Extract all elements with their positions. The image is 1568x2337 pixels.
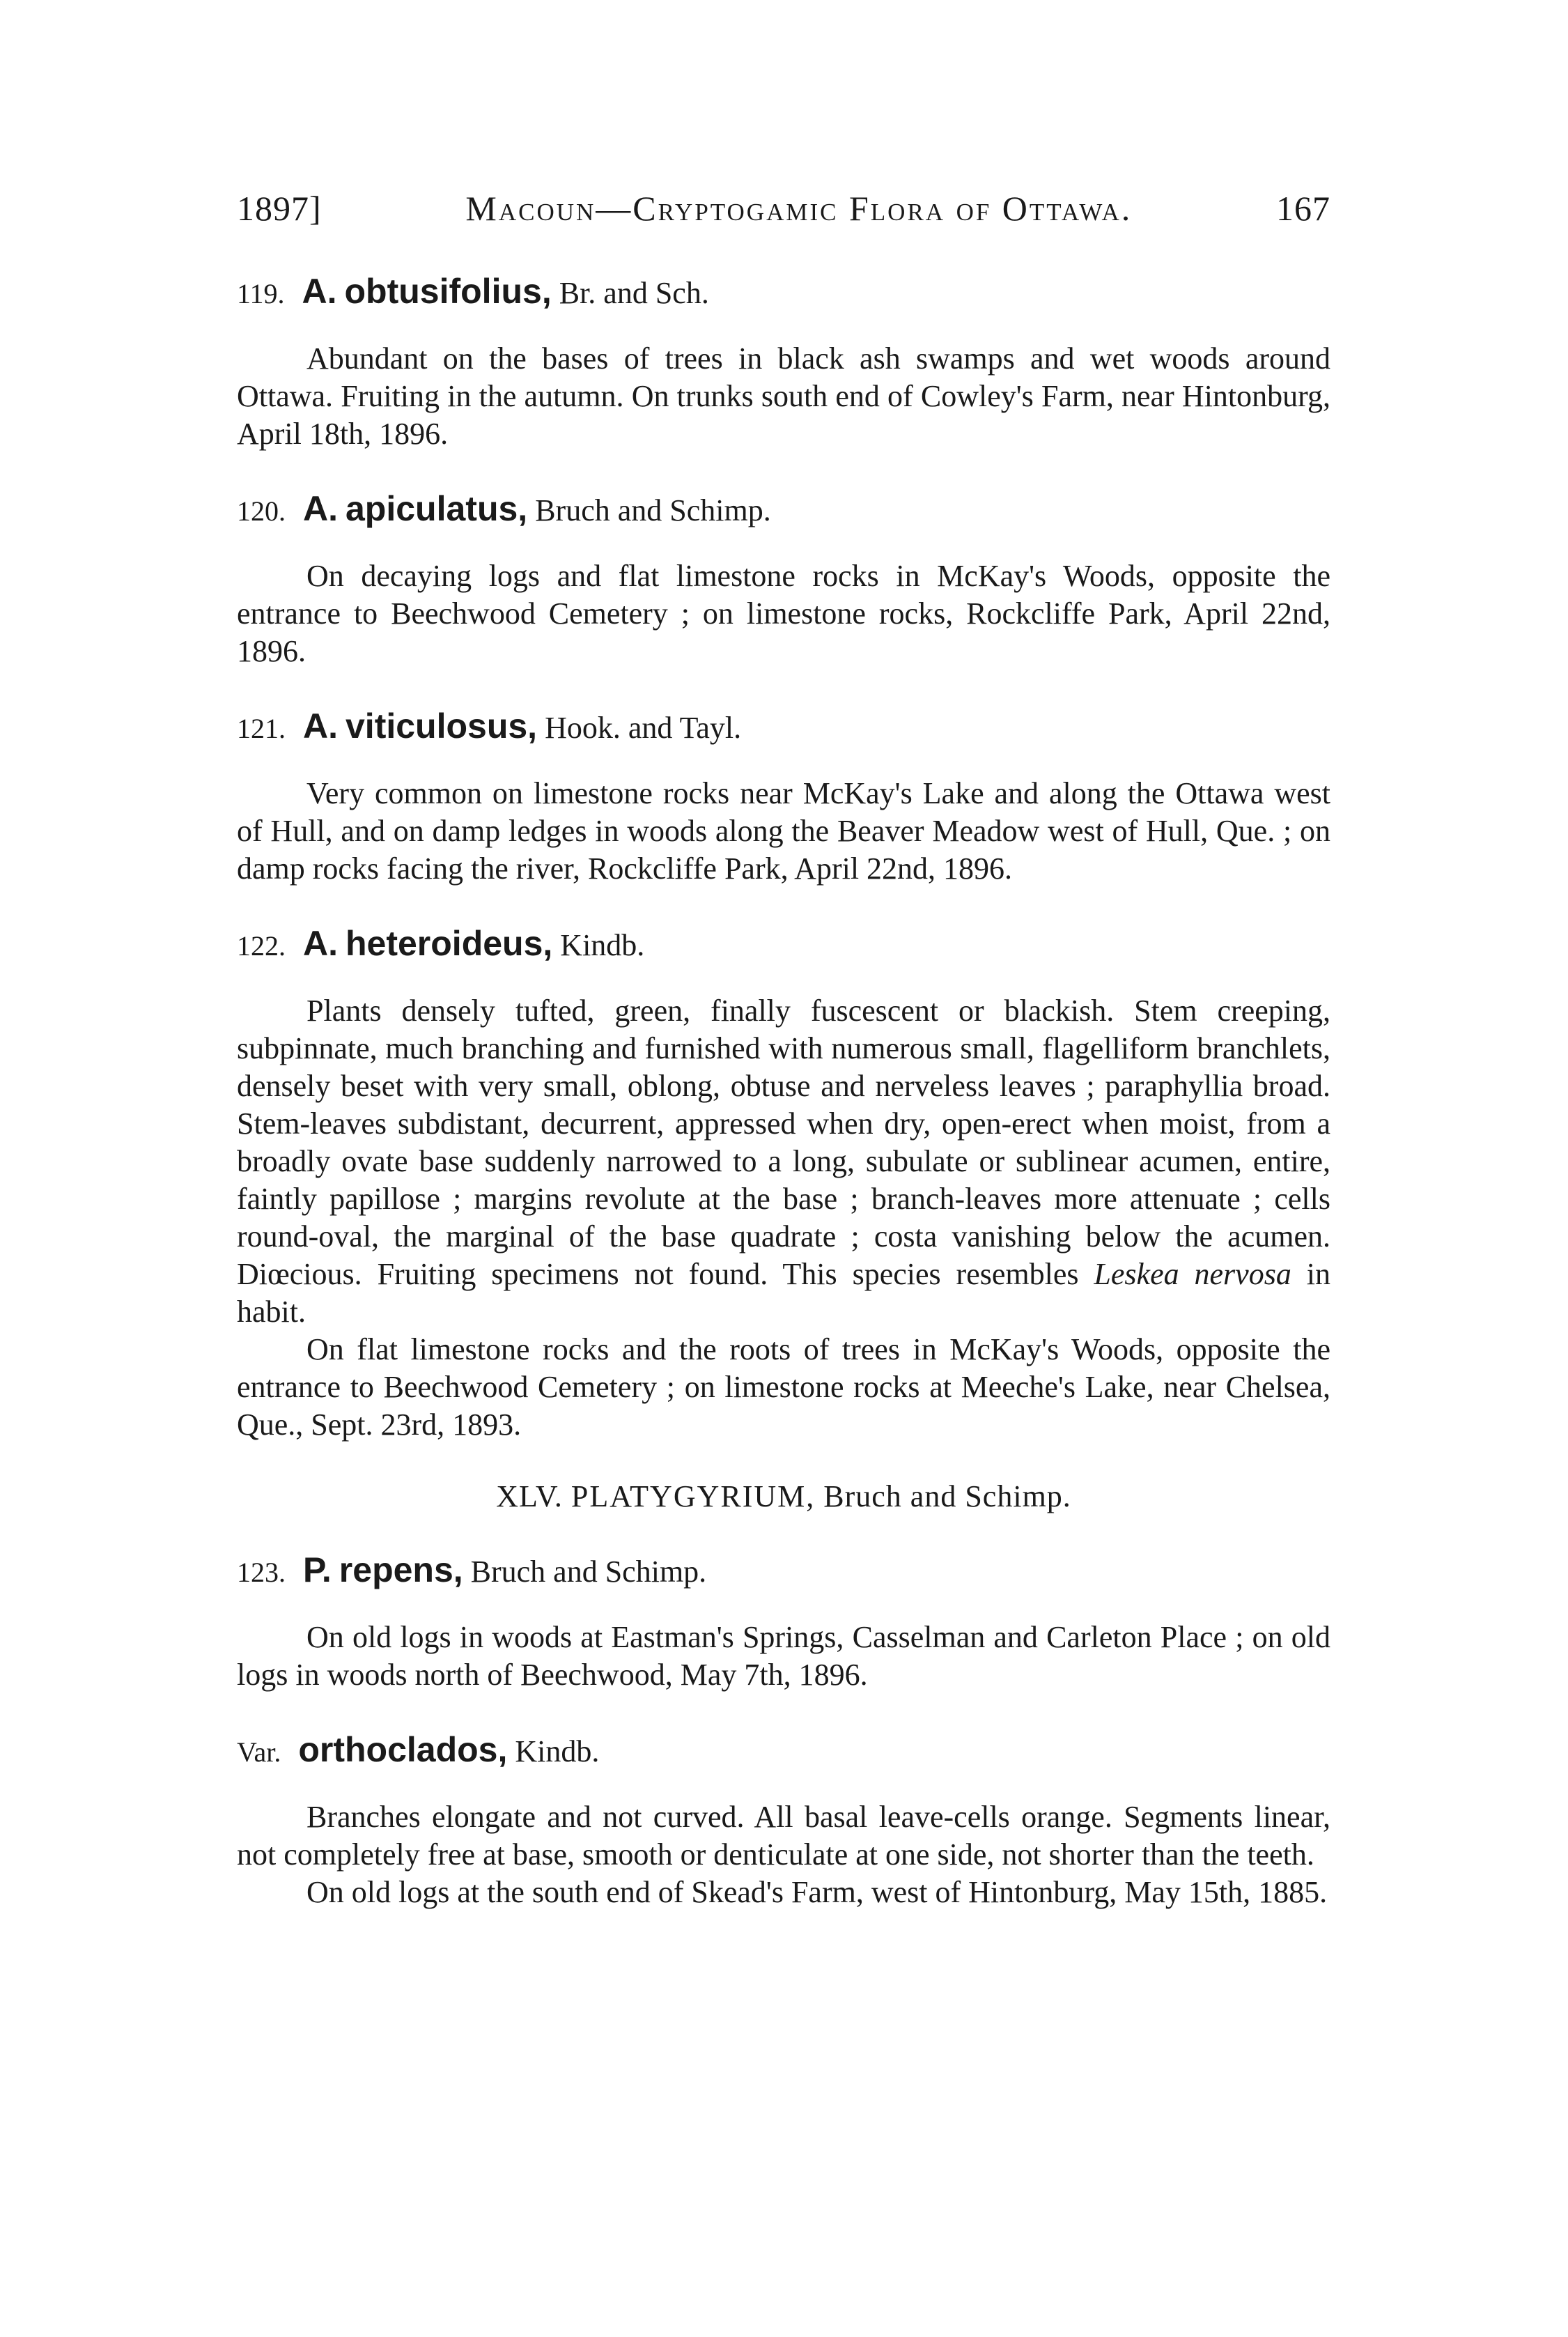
entry-number: 122. [237, 930, 286, 962]
page [237, 188, 1330, 1946]
entry-123 [237, 1549, 1330, 1694]
entry-heading [237, 705, 1330, 747]
entry-authority: Bruch and Schimp. [470, 1555, 707, 1589]
entry-species: obtusifolius, [344, 272, 552, 311]
entry-genus: A. [303, 924, 338, 963]
page-number: 167 [1276, 189, 1330, 228]
entry-genus: A. [302, 272, 337, 311]
entry-paragraph: On old logs in woods at Eastman's Springs, Casselman and Carleton Place ; on old logs in woods north of Beechwood, May 7th, 1896. [237, 1620, 1330, 1692]
entry-heading [237, 923, 1330, 964]
entry-paragraph: Very common on limestone rocks near McKay's Lake and along the Ottawa west of Hull, and on damp ledges in woods along the Beaver Meadow west of Hull, Que. ; on damp rocks facing the river, Rockcliffe Park, April 22nd, 1896. [237, 776, 1330, 886]
reference-tail: in habit. [237, 1257, 1330, 1329]
entry-number: 120. [237, 495, 286, 527]
variety-name: orthoclados, [298, 1730, 508, 1769]
variety-description: Branches elongate and not curved. All basal leave-cells orange. Segments linear, not completely free at base, smooth or denticulate at one side, not shorter than the teeth. [237, 1800, 1330, 1872]
entry-number: 119. [237, 278, 285, 309]
section-numeral: XLV. [496, 1479, 563, 1513]
entry-species: heteroideus, [346, 924, 553, 963]
entry-genus: P. [303, 1550, 332, 1589]
running-head-year: 1897] [237, 189, 322, 228]
variety-authority: Kindb. [515, 1734, 600, 1768]
entry-authority: Br. and Sch. [559, 276, 709, 310]
entry-paragraph: On flat limestone rocks and the roots of trees in McKay's Woods, opposite the entrance to Beechwood Cemetery ; on limestone rocks at Meeche's Lake, near Chelsea, Que., Sept. 23rd, 1893. [237, 1332, 1330, 1442]
section-authority: Bruch and Schimp. [823, 1479, 1071, 1513]
entry-genus: A. [303, 489, 338, 528]
entry-paragraph: Abundant on the bases of trees in black ash swamps and wet woods around Ottawa. Fruiting in the autumn. On trunks south end of Cowley's Farm, near Hintonburg, April 18th, 1896. [237, 341, 1330, 451]
entry-number: 121. [237, 713, 286, 744]
entry-genus: A. [303, 707, 338, 746]
running-head [237, 188, 1330, 229]
entry-authority: Kindb. [560, 928, 645, 962]
section-genus: PLATYGYRIUM, [570, 1479, 816, 1513]
running-head-title: Macoun—Cryptogamic Flora of Ottawa. [465, 189, 1133, 228]
entry-heading [237, 270, 1330, 312]
description-text: Plants densely tufted, green, finally fuscescent or blackish. Stem creeping, subpinnate, much branching and furnished with numerous small, flagelliform branchlets, densely beset with very small, oblong, obtuse and nerveless leaves ; paraphyllia broad. Stem-leaves subdistant, decurrent, appressed when dry, open-erect when moist, from a broadly ovate base suddenly narrowed to a long, subulate or sublinear acumen, entire, faintly papillose ; margins revolute at the base ; branch-leaves more attenuate ; cells round-oval, the marginal of the base quadrate ; costa vanishing below the acumen. Diœcious. Fruiting specimens not found. This species resembles [237, 994, 1330, 1291]
entry-species: repens, [339, 1550, 463, 1589]
entry-authority: Bruch and Schimp. [535, 493, 771, 527]
entry-paragraph: On decaying logs and flat limestone rocks in McKay's Woods, opposite the entrance to Beechwood Cemetery ; on limestone rocks, Rockcliffe Park, April 22nd, 1896. [237, 559, 1330, 668]
entry-heading [237, 488, 1330, 530]
species-reference: Leskea nervosa [1094, 1257, 1291, 1291]
variety-prefix: Var. [237, 1736, 281, 1768]
variety-heading [237, 1729, 1330, 1771]
entry-119 [237, 270, 1330, 453]
entry-number: 123. [237, 1557, 286, 1588]
entry-120 [237, 488, 1330, 670]
genus-section-heading [237, 1479, 1330, 1514]
entry-description [237, 992, 1330, 1331]
entry-authority: Hook. and Tayl. [545, 711, 742, 745]
entry-heading [237, 1549, 1330, 1591]
variety-locality: On old logs at the south end of Skead's Farm, west of Hintonburg, May 15th, 1885. [306, 1875, 1328, 1909]
entry-121 [237, 705, 1330, 888]
entry-species: apiculatus, [346, 489, 528, 528]
entry-122 [237, 923, 1330, 1444]
variety-orthoclados [237, 1729, 1330, 1911]
entry-species: viticulosus, [346, 707, 538, 746]
